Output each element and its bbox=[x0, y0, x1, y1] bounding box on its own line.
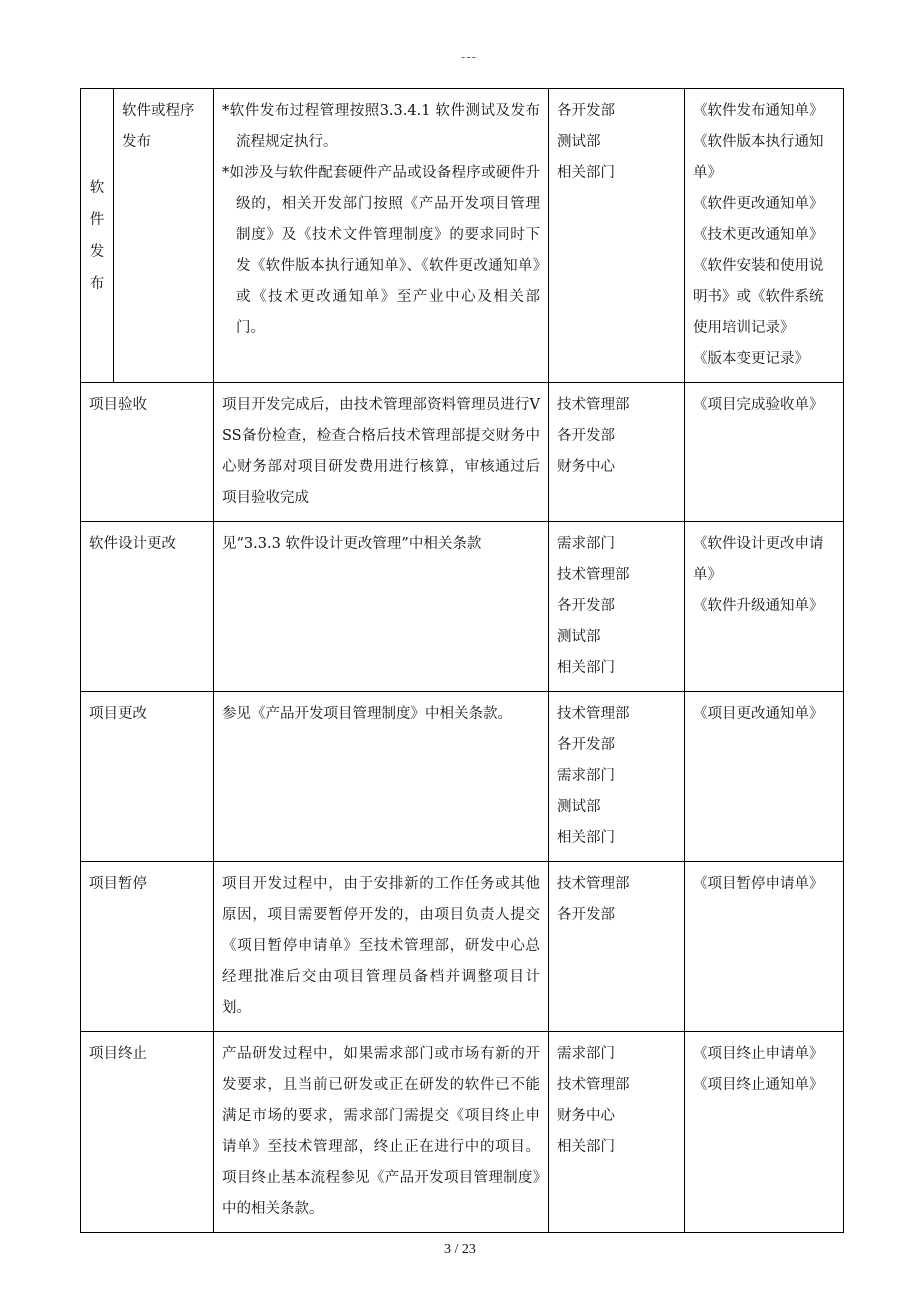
description-cell: 项目开发过程中，由于安排新的工作任务或其他原因，项目需要暂停开发的，由项目负责人提交《项目暂停申请单》至技术管理部，研发中心总经理批准后交由项目管理员备档并调整项目计划。 bbox=[214, 862, 549, 1032]
step-cell: 软件或程序发布 bbox=[114, 89, 214, 383]
departments-cell: 技术管理部 各开发部 财务中心 bbox=[549, 383, 685, 522]
table-row-project-termination bbox=[81, 1032, 844, 1233]
departments-cell: 技术管理部 各开发部 bbox=[549, 862, 685, 1032]
table-row-project-suspend bbox=[81, 862, 844, 1032]
process-table bbox=[80, 88, 844, 1233]
documents-cell: 《项目暂停申请单》 bbox=[685, 862, 844, 1032]
departments-cell: 需求部门 技术管理部 财务中心 相关部门 bbox=[549, 1032, 685, 1233]
table-row-project-change bbox=[81, 692, 844, 862]
documents-cell: 《项目更改通知单》 bbox=[685, 692, 844, 862]
header-mark: --- bbox=[461, 50, 477, 64]
description-cell: 产品研发过程中，如果需求部门或市场有新的开发要求，且当前已研发或正在研发的软件已不能满足市场的要求，需求部门需提交《项目终止申请单》至技术管理部，终止正在进行中的项目。项目终止基本流程参见《产品开发项目管理制度》中的相关条款。 bbox=[214, 1032, 549, 1233]
step-cell: 项目终止 bbox=[81, 1032, 214, 1233]
description-cell: 项目开发完成后，由技术管理部资料管理员进行VSS备份检查，检查合格后技术管理部提交财务中心财务部对项目研发费用进行核算，审核通过后项目验收完成 bbox=[214, 383, 549, 522]
documents-cell: 《项目完成验收单》 bbox=[685, 383, 844, 522]
description-cell: 参见《产品开发项目管理制度》中相关条款。 bbox=[214, 692, 549, 862]
table-row-software-release bbox=[81, 89, 844, 383]
description-cell: *软件发布过程管理按照3.3.4.1 软件测试及发布流程规定执行。 *如涉及与软件配套硬件产品或设备程序或硬件升级的，相关开发部门按照《产品开发项目管理制度》及《技术文件管理制度》的要求同时下发《软件版本执行通知单》、《软件更改通知单》或《技术更改通知单》至产业中心及相关部门。 bbox=[214, 89, 549, 383]
step-cell: 项目暂停 bbox=[81, 862, 214, 1032]
group-label-software-release: 软 件 发 布 bbox=[81, 89, 114, 383]
documents-cell: 《软件设计更改申请单》 《软件升级通知单》 bbox=[685, 522, 844, 692]
documents-cell: 《项目终止申请单》 《项目终止通知单》 bbox=[685, 1032, 844, 1233]
page-number: 3 / 23 bbox=[444, 1242, 476, 1257]
step-cell: 项目更改 bbox=[81, 692, 214, 862]
table-row-software-design-change bbox=[81, 522, 844, 692]
step-cell: 项目验收 bbox=[81, 383, 214, 522]
departments-cell: 各开发部 测试部 相关部门 bbox=[549, 89, 685, 383]
departments-cell: 需求部门 技术管理部 各开发部 测试部 相关部门 bbox=[549, 522, 685, 692]
description-cell: 见“3.3.3 软件设计更改管理”中相关条款 bbox=[214, 522, 549, 692]
departments-cell: 技术管理部 各开发部 需求部门 测试部 相关部门 bbox=[549, 692, 685, 862]
documents-cell: 《软件发布通知单》 《软件版本执行通知单》 《软件更改通知单》 《技术更改通知单》 《软件安装和使用说明书》或《软件系统使用培训记录》 《版本变更记录》 bbox=[685, 89, 844, 383]
table-row-project-acceptance bbox=[81, 383, 844, 522]
step-cell: 软件设计更改 bbox=[81, 522, 214, 692]
